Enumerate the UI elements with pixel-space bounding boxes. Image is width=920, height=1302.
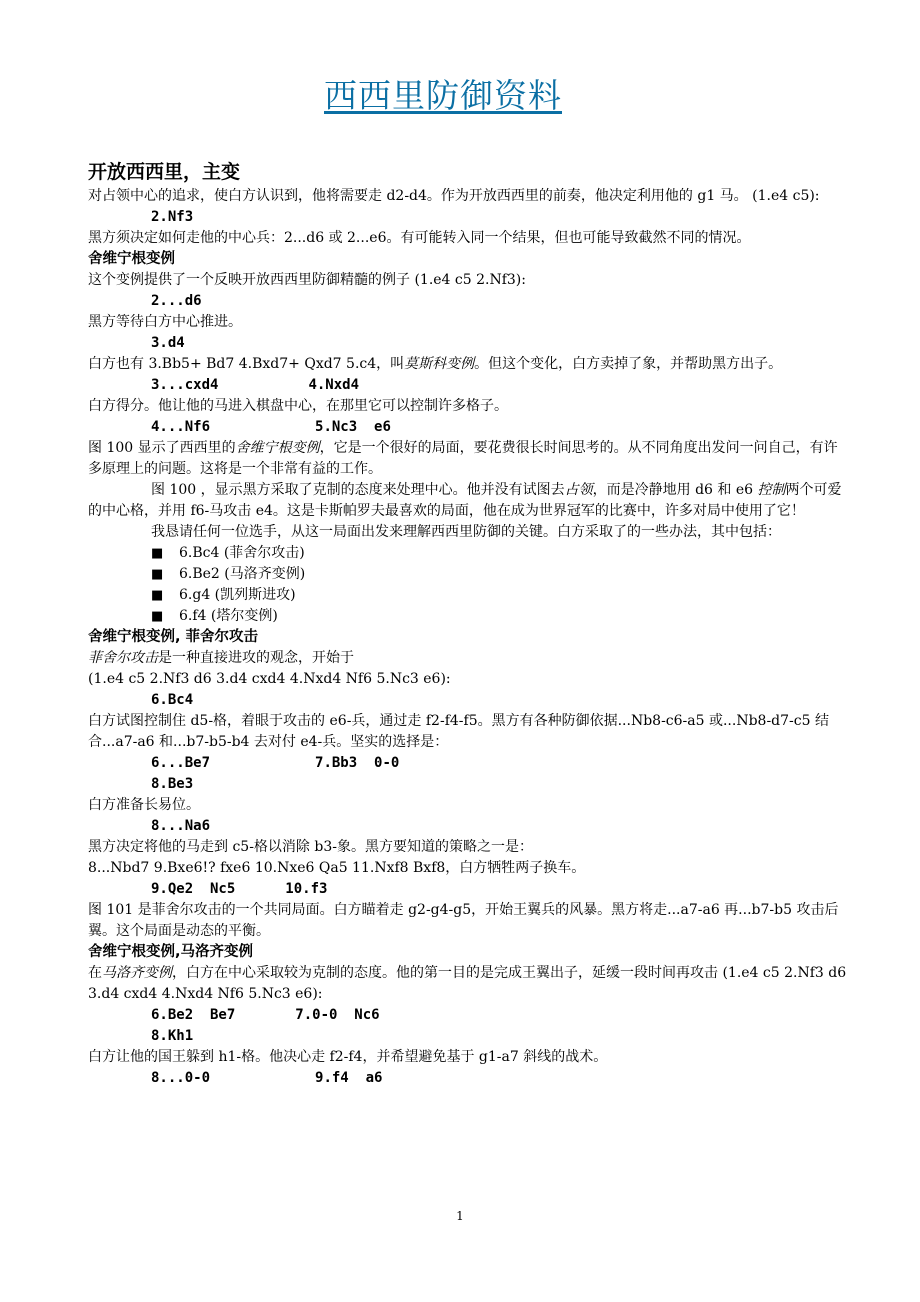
paragraph: [88, 648, 848, 669]
paragraph: [88, 480, 848, 522]
text-run: 是一种直接进攻的观念，开始于: [158, 650, 354, 666]
text-run: ，而是冷静地用 d6 和 e6: [592, 482, 758, 498]
text-run: 在: [88, 965, 102, 981]
paragraph: 我恳请任何一位选手，从这一局面出发来理解西西里防御的关键。白方采取了的一些办法，其中包括：: [151, 524, 781, 540]
list-item-text: 6.g4 (凯列斯进攻): [179, 587, 296, 603]
move-line: 2.Nf3: [151, 209, 194, 225]
page-title: 西西里防御资料: [324, 76, 562, 115]
paragraph: 白方试图控制住 d5-格，着眼于攻击的 e6-兵，通过走 f2-f4-f5。黑方有各种防御依据...Nb8-c6-a5 或...Nb8-d7-c5 结合...a7-a6 和...b7-b5-b4 去对付 e4-兵。坚实的选择是：: [88, 713, 829, 750]
italic-term: 莫斯科变例: [404, 356, 475, 372]
text-run: 图 100 显示了西西里的: [88, 440, 236, 456]
paragraph: 对占领中心的追求，使白方认识到，他将需要走 d2-d4。作为开放西西里的前奏，他决定利用他的 g1 马。 (1.e4 c5):: [88, 188, 820, 204]
text-run: 两个可爱的中心格，并用 f6-马攻击 e4。这是卡斯帕罗夫最喜欢的局面，他在成为世界冠军的比赛中，许多对局中使用了它！: [88, 482, 842, 519]
move: 6...Be7: [151, 755, 211, 771]
move-line: [88, 375, 848, 396]
square-bullet-icon: ■: [151, 546, 164, 561]
paragraph: 黑方等待白方中心推进。: [88, 314, 242, 330]
paragraph: 黑方决定将他的马走到 c5-格以消除 b3-象。黑方要知道的策略之一是：: [88, 839, 533, 855]
move: 7.0-0 Nc6: [295, 1007, 380, 1023]
italic-term: 占领: [564, 482, 593, 498]
move: 4.Nxd4: [308, 377, 360, 393]
paragraph: 白方得分。他让他的马进入棋盘中心，在那里它可以控制许多格子。: [88, 398, 508, 414]
move-line: 8.Be3: [151, 776, 194, 792]
section-heading-maroczy: 舍维宁根变例,马洛齐变例: [88, 944, 254, 960]
list-item: [88, 543, 848, 564]
move-line: 8.Kh1: [151, 1028, 194, 1044]
list-item: [88, 606, 848, 627]
text-run: 白方也有 3.Bb5+ Bd7 4.Bxd7+ Qxd7 5.c4，叫: [88, 356, 405, 372]
paragraph: (1.e4 c5 2.Nf3 d6 3.d4 cxd4 4.Nxd4 Nf6 5.Nc3 e6):: [88, 671, 451, 687]
move: 9.f4 a6: [315, 1070, 383, 1086]
italic-term: 舍维宁根变例: [235, 440, 320, 456]
text-run: 。但这个变化，白方卖掉了象，并帮助黑方出子。: [474, 356, 783, 372]
section-heading-open-sicilian: 开放西西里，主变: [88, 161, 241, 183]
move-line: 3.d4: [151, 335, 185, 351]
paragraph: 8...Nbd7 9.Bxe6!? fxe6 10.Nxe6 Qa5 11.Nxf8 Bxf8，白方牺牲两子换车。: [88, 860, 586, 876]
move: 8...0-0: [151, 1070, 211, 1086]
italic-term: 控制: [757, 482, 786, 498]
move-line: [88, 1005, 848, 1026]
section-heading-fischer-attack: 舍维宁根变例, 菲舍尔攻击: [88, 629, 259, 645]
section-heading-scheveningen: 舍维宁根变例: [88, 251, 175, 267]
move: 9.Qe2 Nc5: [151, 881, 236, 897]
page-number: 1: [456, 1209, 464, 1223]
list-item-text: 6.Bc4 (菲舍尔攻击): [179, 545, 305, 561]
paragraph: 白方让他的国王躲到 h1-格。他决心走 f2-f4，并希望避免基于 g1-a7 斜线的战术。: [88, 1049, 608, 1065]
move-line: 8...Na6: [151, 818, 211, 834]
move: 3...cxd4: [151, 377, 219, 393]
text-run: ，它是一个很好的局面，要花费很长时间思考的。从不同角度出发问一问自己，有许多原理上的问题。这将是一个非常有益的工作。: [88, 440, 838, 477]
list-item: [88, 585, 848, 606]
move-line: 6.Bc4: [151, 692, 194, 708]
list-item-text: 6.Be2 (马洛齐变例): [179, 566, 306, 582]
paragraph: [88, 438, 848, 480]
paragraph: [88, 354, 848, 375]
square-bullet-icon: ■: [151, 588, 164, 603]
move: 7.Bb3 0-0: [315, 755, 400, 771]
move-line: 2...d6: [151, 293, 202, 309]
list-item-text: 6.f4 (塔尔变例): [179, 608, 278, 624]
paragraph: 这个变例提供了一个反映开放西西里防御精髓的例子 (1.e4 c5 2.Nf3):: [88, 272, 526, 288]
move-line: [88, 417, 848, 438]
move-line: [88, 879, 848, 900]
move: 10.f3: [285, 881, 328, 897]
move: 5.Nc3 e6: [315, 419, 391, 435]
paragraph: 白方准备长易位。: [88, 797, 200, 813]
list-item: [88, 564, 848, 585]
text-run: ，白方在中心采取较为克制的态度。他的第一目的是完成王翼出子，延缓一段时间再攻击 (1.e4 c5 2.Nf3 d6 3.d4 cxd4 4.Nxd4 Nf6 5.Nc3 e6):: [88, 965, 847, 1002]
move: 4...Nf6: [151, 419, 211, 435]
move-line: [88, 1068, 848, 1089]
square-bullet-icon: ■: [151, 567, 164, 582]
document-body: [88, 158, 848, 1089]
move: 6.Be2 Be7: [151, 1007, 236, 1023]
text-run: 图 100 ，显示黑方采取了克制的态度来处理中心。他并没有试图去: [151, 482, 565, 498]
paragraph: 图 101 是菲舍尔攻击的一个共同局面。白方瞄着走 g2-g4-g5，开始王翼兵的风暴。黑方将走...a7-a6 再...b7-b5 攻击后翼。这个局面是动态的平衡。: [88, 902, 839, 939]
paragraph: [88, 963, 848, 1005]
square-bullet-icon: ■: [151, 609, 164, 624]
paragraph: 黑方须决定如何走他的中心兵：2...d6 或 2...e6。有可能转入同一个结果，但也可能导致截然不同的情况。: [88, 230, 751, 246]
move-line: [88, 753, 848, 774]
italic-term: 菲舍尔攻击: [88, 650, 158, 666]
italic-term: 马洛齐变例: [102, 965, 172, 981]
